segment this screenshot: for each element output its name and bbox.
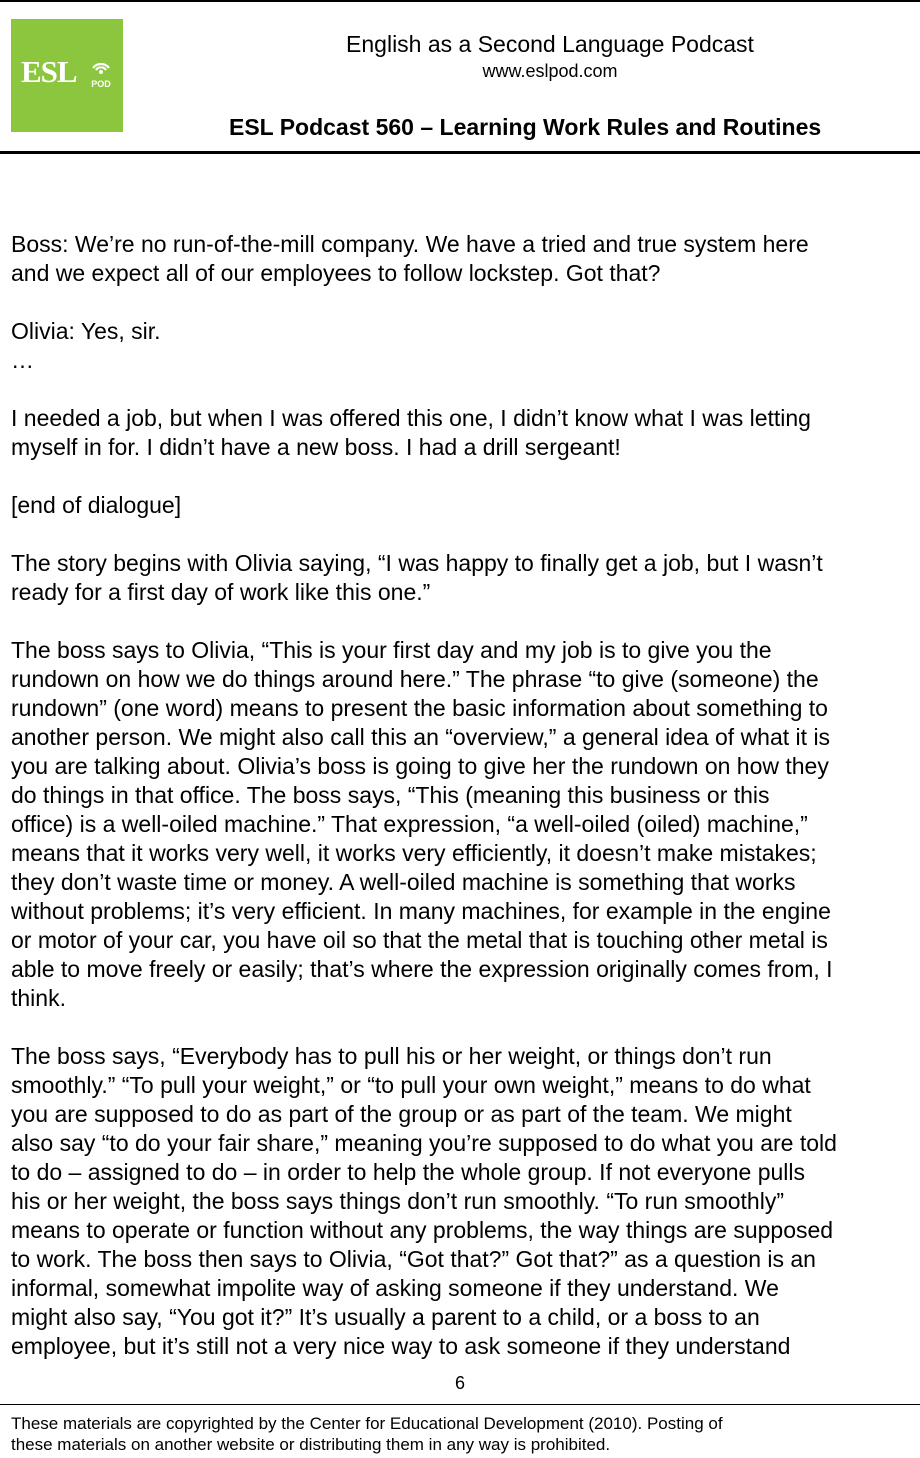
text-line: think. — [11, 985, 66, 1011]
text-line: means to operate or function without any problems, the way things are supposed — [11, 1217, 834, 1243]
logo-text: ESL — [21, 54, 77, 89]
top-rule — [0, 0, 920, 2]
text-line: Olivia: Yes, sir. — [11, 318, 161, 344]
text-line: ready for a first day of work like this one.” — [11, 579, 431, 605]
text-line: office) is a well-oiled machine.” That expression, “a well-oiled (oiled) machine,” — [11, 811, 808, 837]
text-line: rundown on how we do things around here.” The phrase “to give (someone) the — [11, 666, 819, 692]
text-line: employee, but it’s still not a very nice way to ask someone if they understand — [11, 1333, 791, 1359]
text-line: rundown” (one word) means to present the basic information about something to — [11, 695, 828, 721]
episode-title: ESL Podcast 560 – Learning Work Rules and Routines — [229, 114, 822, 140]
text-line: they don’t waste time or money. A well-oiled machine is something that works — [11, 869, 796, 895]
text-line: also say “to do your fair share,” meaning you’re supposed to do what you are told — [11, 1130, 837, 1156]
text-line: Boss: We’re no run-of-the-mill company. We have a tried and true system here — [11, 231, 809, 257]
text-line: I needed a job, but when I was offered this one, I didn’t know what I was letting — [11, 405, 811, 431]
text-line: [end of dialogue] — [11, 492, 182, 518]
text-line: myself in for. I didn’t have a new boss. I had a drill sergeant! — [11, 434, 621, 460]
text-line: another person. We might also call this an “overview,” a general idea of what it is — [11, 724, 831, 750]
paragraph — [11, 230, 916, 288]
header-website: www.eslpod.com — [482, 61, 618, 81]
text-line: informal, somewhat impolite way of asking someone if they understand. We — [11, 1275, 779, 1301]
text-line: The boss says, “Everybody has to pull his or her weight, or things don’t run — [11, 1043, 772, 1069]
text-line: to do – assigned to do – in order to help the whole group. If not everyone pulls — [11, 1159, 806, 1185]
paragraph — [11, 317, 916, 375]
paragraph — [11, 404, 916, 462]
text-line: might also say, “You got it?” It’s usually a parent to a child, or a boss to an — [11, 1304, 760, 1330]
text-line: to work. The boss then says to Olivia, “Got that?” Got that?” as a question is an — [11, 1246, 816, 1272]
text-line: without problems; it’s very efficient. In many machines, for example in the engine — [11, 898, 831, 924]
text-line: … — [11, 347, 34, 373]
paragraph — [11, 491, 916, 520]
text-line: do things in that office. The boss says, “This (meaning this business or this — [11, 782, 770, 808]
paragraph — [11, 1042, 916, 1361]
logo-subtext: POD — [91, 79, 111, 89]
copyright-line-2: these materials on another website or distributing them in any way is prohibited. — [11, 1435, 611, 1454]
copyright-line-1: These materials are copyrighted by the Center for Educational Development (2010). Posting of — [11, 1414, 723, 1433]
text-line: able to move freely or easily; that’s where the expression originally comes from, I — [11, 956, 833, 982]
footer-rule — [0, 1404, 920, 1405]
transcript-body — [11, 230, 916, 1390]
text-line: The story begins with Olivia saying, “I was happy to finally get a job, but I wasn’t — [11, 550, 823, 576]
text-line: you are supposed to do as part of the group or as part of the team. We might — [11, 1101, 792, 1127]
text-line: his or her weight, the boss says things don’t run smoothly. “To run smoothly” — [11, 1188, 784, 1214]
page-number: 6 — [454, 1373, 465, 1393]
header-podcast-name: English as a Second Language Podcast — [346, 31, 754, 57]
header-rule — [0, 151, 920, 154]
text-line: and we expect all of our employees to follow lockstep. Got that? — [11, 260, 661, 286]
text-line: you are talking about. Olivia’s boss is going to give her the rundown on how they — [11, 753, 829, 779]
text-line: means that it works very well, it works very efficiently, it doesn’t make mistakes; — [11, 840, 817, 866]
text-line: The boss says to Olivia, “This is your first day and my job is to give you the — [11, 637, 772, 663]
text-line: or motor of your car, you have oil so that the metal that is touching other metal is — [11, 927, 828, 953]
text-line: smoothly.” “To pull your weight,” or “to pull your own weight,” means to do what — [11, 1072, 811, 1098]
paragraph — [11, 636, 916, 1013]
copyright-footer — [11, 1413, 911, 1455]
paragraph — [11, 549, 916, 607]
